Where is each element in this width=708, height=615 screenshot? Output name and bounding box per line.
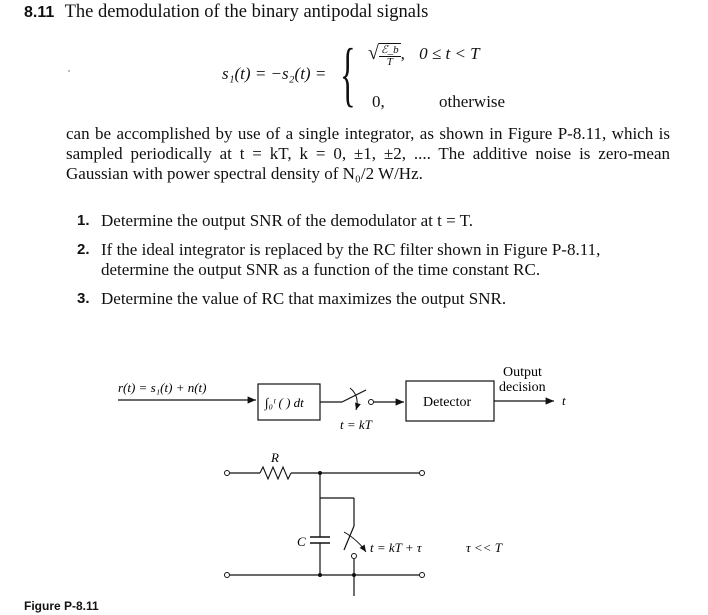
resistor bbox=[260, 467, 291, 479]
rc-output-terminal-bottom bbox=[420, 573, 425, 578]
question-number: 2. bbox=[77, 241, 90, 258]
rc-sample-time-label: t = kT + τ bbox=[370, 540, 422, 555]
case2-condition: otherwise bbox=[439, 92, 506, 111]
question-text: Determine the value of RC that maximizes the output SNR. bbox=[101, 289, 507, 308]
question-number: 1. bbox=[77, 212, 90, 229]
equation-lhs: s₁(t) = −s₂(t) = bbox=[222, 64, 327, 83]
problem-number: 8.11 bbox=[24, 4, 55, 21]
rc-node-bottom-left bbox=[318, 573, 322, 577]
case1-condition: 0 ≤ t < T bbox=[419, 44, 480, 63]
energy-numerator: ℰ_b bbox=[380, 43, 399, 56]
question-text: Determine the output SNR of the demodulator at t = T. bbox=[101, 211, 474, 230]
sample-time-label: t = kT bbox=[340, 417, 372, 432]
figure-label: Figure P-8.11 bbox=[24, 599, 99, 613]
rc-node-bottom-right bbox=[352, 573, 356, 577]
problem-paragraph: can be accomplished by use of a single integrator, as shown in Figure P-8.11, which is sampled periodically at t = kT, k = 0, ±1, ±2, .... The additive noise is zero-mean Gaussian with power spectral density of N₀/2 W/Hz. bbox=[66, 124, 670, 183]
question-text: If the ideal integrator is replaced by the RC filter shown in Figure P-8.11, determine the output SNR as a function of the time constant RC. bbox=[101, 240, 601, 279]
sampler-arc bbox=[350, 388, 357, 410]
equation-brace: { bbox=[340, 34, 356, 114]
question-number: 3. bbox=[77, 290, 90, 307]
integrator-label: ∫₀ᵗ ( ) dt bbox=[265, 395, 304, 410]
output-label-line2: decision bbox=[499, 380, 546, 395]
rc-input-terminal-bottom bbox=[225, 573, 230, 578]
rc-switch-contact bbox=[352, 554, 357, 559]
output-label-line1: Output bbox=[503, 365, 542, 380]
rc-output-terminal-top bbox=[420, 471, 425, 476]
energy-denominator: T bbox=[386, 55, 393, 68]
rc-input-terminal-top bbox=[225, 471, 230, 476]
capacitor-label: C bbox=[297, 534, 306, 549]
resistor-label: R bbox=[271, 450, 279, 465]
case2-value: 0, bbox=[372, 92, 385, 111]
problem-title-text: The demodulation of the binary antipodal signals bbox=[64, 2, 429, 22]
sampler-contact bbox=[369, 400, 374, 405]
case1-comma: , bbox=[400, 44, 405, 63]
output-var: t bbox=[562, 393, 566, 408]
sqrt-symbol: √ bbox=[368, 42, 379, 64]
input-label: r(t) = s₁(t) + n(t) bbox=[118, 380, 207, 395]
tau-condition-label: τ << T bbox=[466, 540, 502, 555]
detector-label: Detector bbox=[423, 395, 472, 410]
